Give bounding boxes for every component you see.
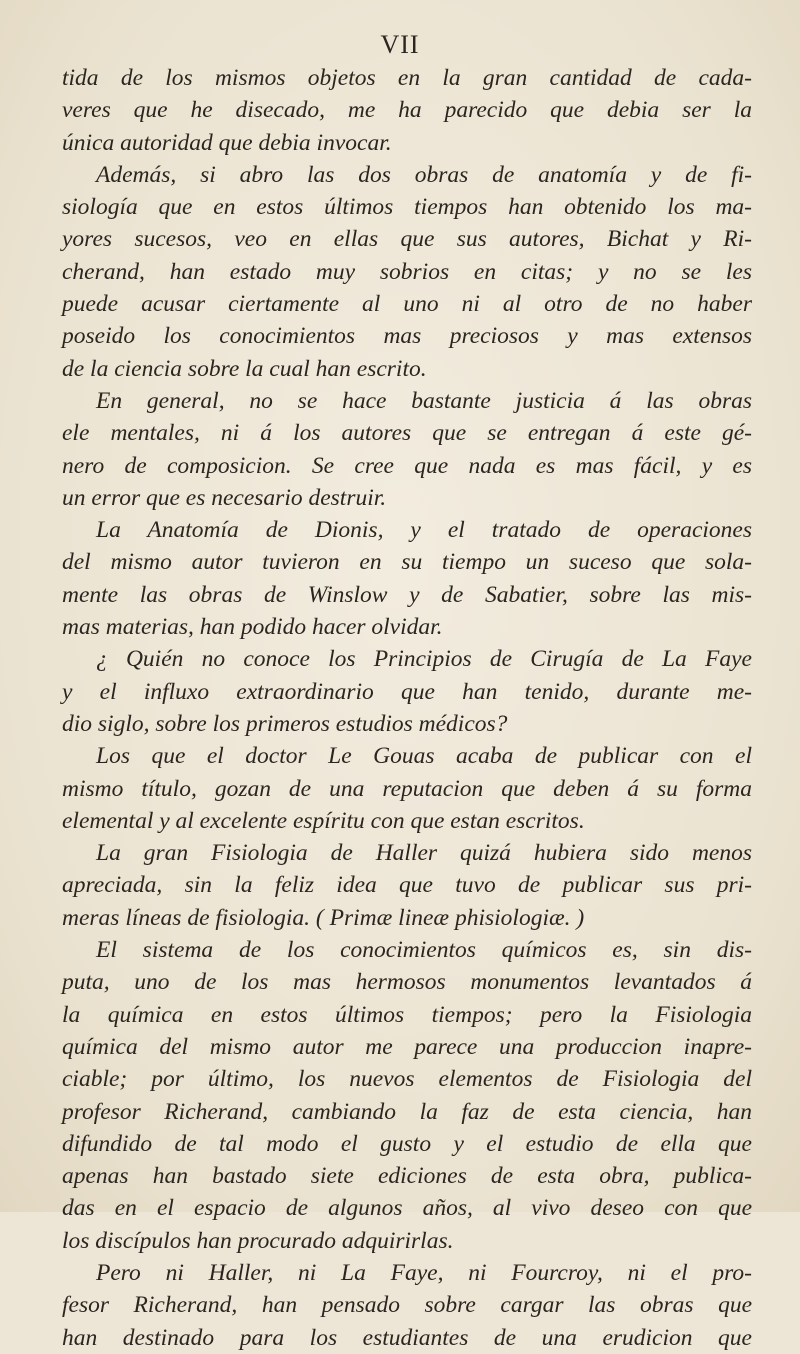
text-line: difundido de tal modo el gusto y el estudio de ella que	[62, 1130, 752, 1157]
text-line: En general, no se hace bastante justicia á las obras	[96, 387, 752, 414]
text-line: Pero ni Haller, ni La Faye, ni Fourcroy, ni el pro-	[96, 1259, 752, 1286]
text-line: de la ciencia sobre la cual han escrito.	[62, 355, 427, 382]
text-line: única autoridad que debia invocar.	[62, 129, 392, 156]
text-line: mente las obras de Winslow y de Sabatier, sobre las mis-	[62, 581, 752, 608]
text-line: Además, si abro las dos obras de anatomía y de fi-	[96, 161, 752, 188]
text-line: cherand, han estado muy sobrios en citas; y no se les	[62, 258, 752, 285]
page-number: VII	[380, 30, 420, 59]
text-line: ele mentales, ni á los autores que se entregan á este gé-	[62, 420, 752, 447]
text-line: El sistema de los conocimientos químicos es, sin dis-	[96, 937, 752, 964]
text-line: puede acusar ciertamente al uno ni al otro de no haber	[62, 291, 752, 318]
text-line: mismo título, gozan de una reputacion que deben á su forma	[62, 775, 752, 802]
text-line: profesor Richerand, cambiando la faz de esta ciencia, han	[62, 1098, 752, 1125]
text-line: nero de composicion. Se cree que nada es mas fácil, y es	[62, 452, 752, 479]
text-line: dio siglo, sobre los primeros estudios médicos?	[62, 710, 508, 737]
text-line: veres que he disecado, me ha parecido que debia ser la	[62, 97, 752, 124]
text-line: yores sucesos, veo en ellas que sus autores, Bichat y Ri-	[62, 226, 752, 253]
text-line: elemental y al excelente espíritu con que estan escritos.	[62, 807, 585, 834]
text-line: poseido los conocimientos mas preciosos y mas extensos	[62, 323, 752, 350]
text-line: das en el espacio de algunos años, al vivo deseo con que	[62, 1195, 752, 1222]
text-line: siología que en estos últimos tiempos han obtenido los ma-	[62, 194, 752, 221]
text-line: puta, uno de los mas hermosos monumentos levantados á	[62, 969, 752, 996]
text-line: La Anatomía de Dionis, y el tratado de operaciones	[96, 517, 752, 544]
text-line: y el influxo extraordinario que han tenido, durante me-	[62, 678, 752, 705]
text-line: fesor Richerand, han pensado sobre cargar las obras que	[62, 1292, 752, 1319]
text-line: ¿ Quién no conoce los Principios de Cirugía de La Faye	[96, 646, 752, 673]
text-line: La gran Fisiologia de Haller quizá hubiera sido menos	[96, 840, 752, 867]
body-text	[62, 62, 752, 1354]
text-line: los discípulos han procurado adquirirlas.	[62, 1227, 454, 1254]
text-line: meras líneas de fisiologia. ( Primæ lineæ phisiologiæ. )	[62, 904, 585, 931]
text-line: tida de los mismos objetos en la gran cantidad de cada-	[62, 65, 752, 91]
text-line: un error que es necesario destruir.	[62, 484, 387, 511]
text-line: han destinado para los estudiantes de una erudicion que	[62, 1324, 752, 1351]
text-line: química del mismo autor me parece una produccion inapre-	[62, 1033, 752, 1060]
text-line: del mismo autor tuvieron en su tiempo un suceso que sola-	[62, 549, 752, 576]
text-line: ciable; por último, los nuevos elementos de Fisiologia del	[62, 1066, 752, 1093]
text-line: Los que el doctor Le Gouas acaba de publicar con el	[96, 743, 752, 770]
text-line: apreciada, sin la feliz idea que tuvo de publicar sus pri-	[62, 872, 752, 899]
text-line: mas materias, han podido hacer olvidar.	[62, 614, 443, 641]
text-line: la química en estos últimos tiempos; pero la Fisiologia	[62, 1001, 752, 1028]
text-line: apenas han bastado siete ediciones de esta obra, publica-	[62, 1163, 752, 1190]
